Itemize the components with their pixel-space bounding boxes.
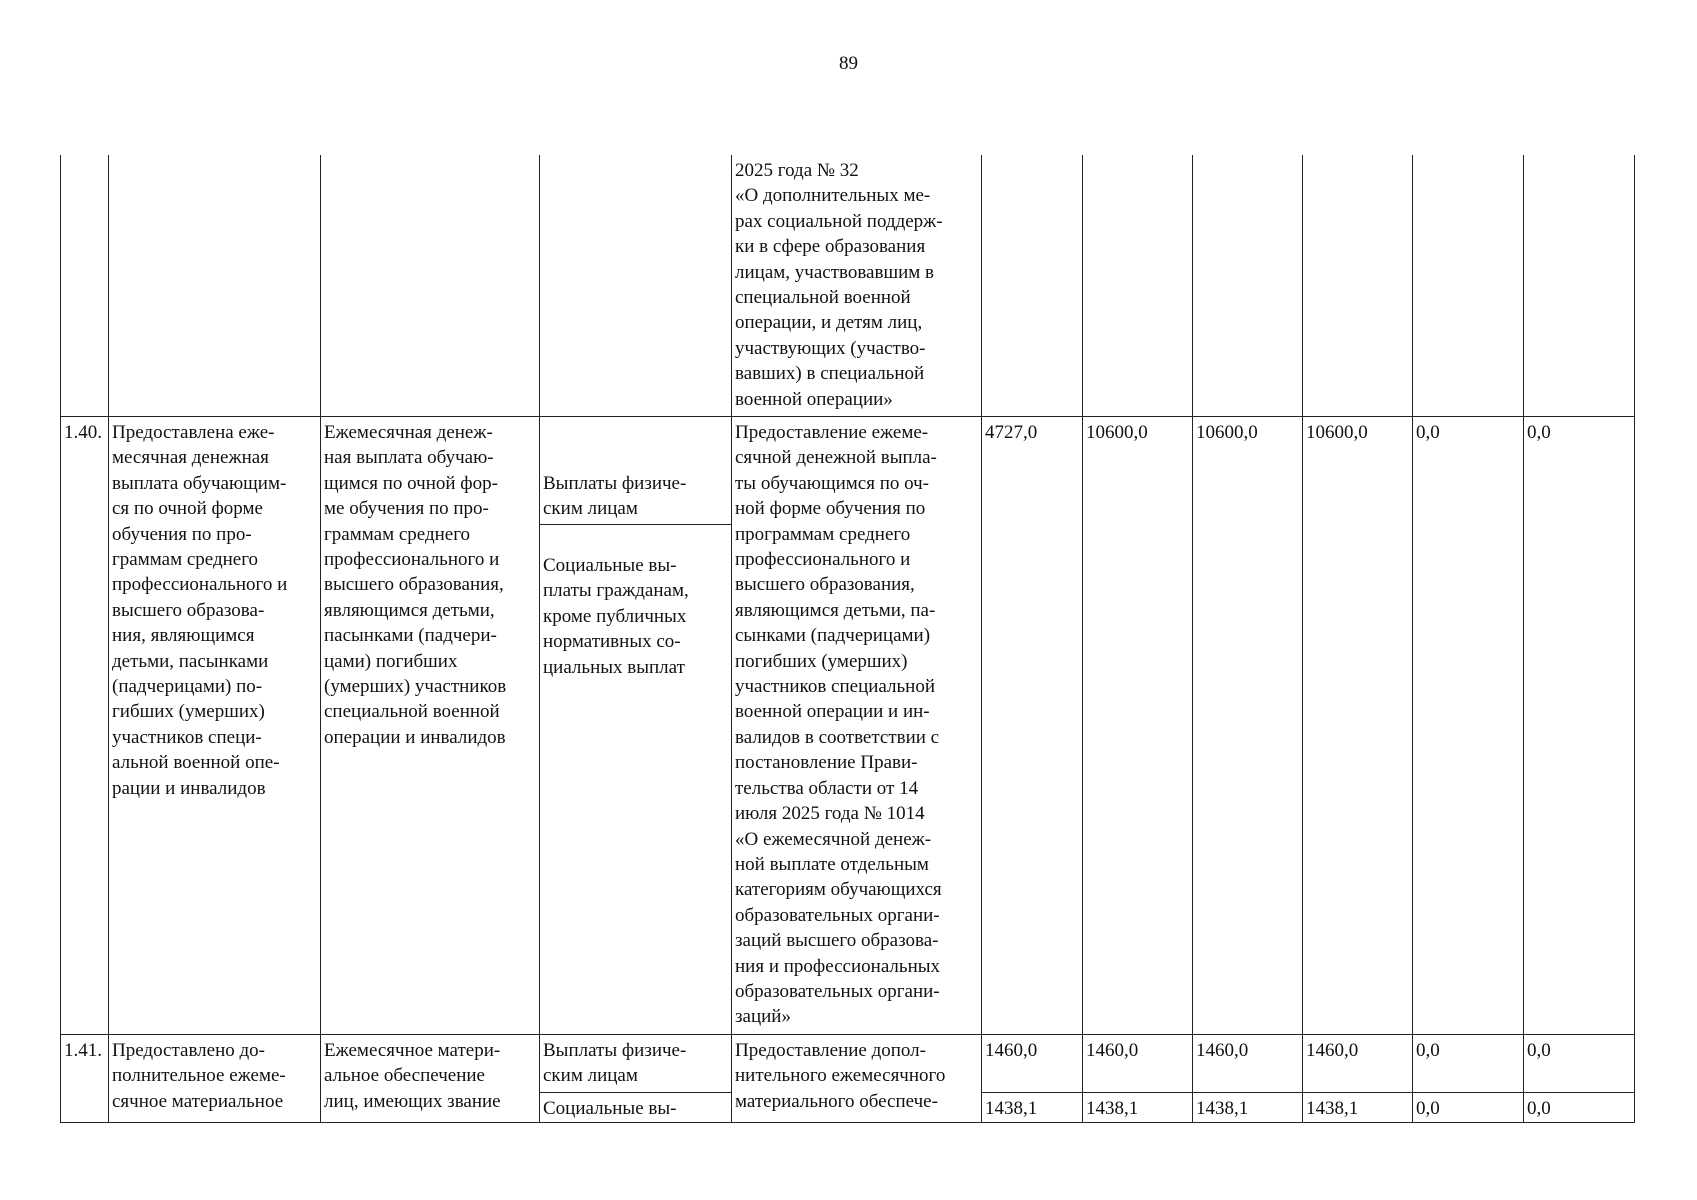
result-cell: Предоставлено до- полнительное ежеме- сячное материальное [109,1035,321,1123]
value-cell: 0,0 [1524,417,1635,1035]
value-cell: 0,0 [1524,1035,1635,1093]
value-cell [1193,155,1303,417]
value-cell: 4727,0 [982,417,1083,1035]
result-cell [109,155,321,417]
value-cell: 0,0 [1524,1093,1635,1123]
value-cell: 1460,0 [1193,1035,1303,1093]
expense-type-cell [540,155,732,417]
value-cell: 1438,1 [1303,1093,1413,1123]
budget-table [60,155,1635,1123]
expense-type-cell [540,417,732,1035]
expense-type-primary: Выплаты физиче- ским лицам [540,1035,732,1093]
value-cell: 10600,0 [1303,417,1413,1035]
expense-type-secondary: Социальные вы- платы гражданам, кроме публичных нормативных со- циальных выплат [543,555,689,678]
measure-cell [321,155,540,417]
value-cell: 1460,0 [1083,1035,1193,1093]
value-cell: 1460,0 [1303,1035,1413,1093]
expense-type-secondary: Социальные вы- [540,1093,732,1123]
table-row [61,1035,1635,1093]
row-number-cell: 1.40. [61,417,109,1035]
table-row [61,155,1635,417]
table-row [61,417,1635,1035]
value-cell: 10600,0 [1083,417,1193,1035]
value-cell: 0,0 [1413,417,1524,1035]
measure-cell: Ежемесячная денеж- ная выплата обучаю- щимся по очной фор- ме обучения по про- граммам среднего профессионального и высшего образования, являющимся детьми, пасынками (падчери- цами) погибших (умерших) участников специальной военной операции и инвалидов [321,417,540,1035]
expense-type-primary: Выплаты физиче- ским лицам [540,471,731,525]
measure-cell: Ежемесячное матери- альное обеспечение лиц, имеющих звание [321,1035,540,1123]
value-cell: 1438,1 [982,1093,1083,1123]
legal-basis-cell: Предоставление ежеме- сячной денежной выпла- ты обучающимся по оч- ной форме обучения по программам среднего профессионального и высшего образования, являющимся детьми, па- сынками (падчерицами) погибших (умерших) участников специальной военной операции и ин- валидов в соответствии с постановление Прави- тельства области от 14 июля 2025 года № 1014 «О ежемесячной денеж- ной выплате отдельным категориям обучающихся образовательных органи- заций высшего образова- ния и профессиональных образовательных органи- заций» [732,417,982,1035]
value-cell: 0,0 [1413,1093,1524,1123]
row-number-cell [61,155,109,417]
value-cell: 0,0 [1413,1035,1524,1093]
result-cell: Предоставлена еже- месячная денежная выплата обучающим- ся по очной форме обучения по про- граммам среднего профессионального и высшего образова- ния, являющимся детьми, пасынками (падчерицами) по- гибших (умерших) участников специ- альной военной опе- рации и инвалидов [109,417,321,1035]
value-cell: 10600,0 [1193,417,1303,1035]
legal-basis-cell: 2025 года № 32 «О дополнительных ме- рах социальной поддерж- ки в сфере образования лицам, участвовавшим в специальной военной операции, и детям лиц, участвующих (участво- вавших) в специальной военной операции» [732,155,982,417]
legal-basis-cell: Предоставление допол- нительного ежемесячного материального обеспече- [732,1035,982,1123]
row-number-cell: 1.41. [61,1035,109,1123]
value-cell [1524,155,1635,417]
value-cell: 1438,1 [1083,1093,1193,1123]
value-cell [982,155,1083,417]
value-cell: 1438,1 [1193,1093,1303,1123]
value-cell: 1460,0 [982,1035,1083,1093]
value-cell [1303,155,1413,417]
value-cell [1083,155,1193,417]
value-cell [1413,155,1524,417]
page-number: 89 [839,53,858,74]
